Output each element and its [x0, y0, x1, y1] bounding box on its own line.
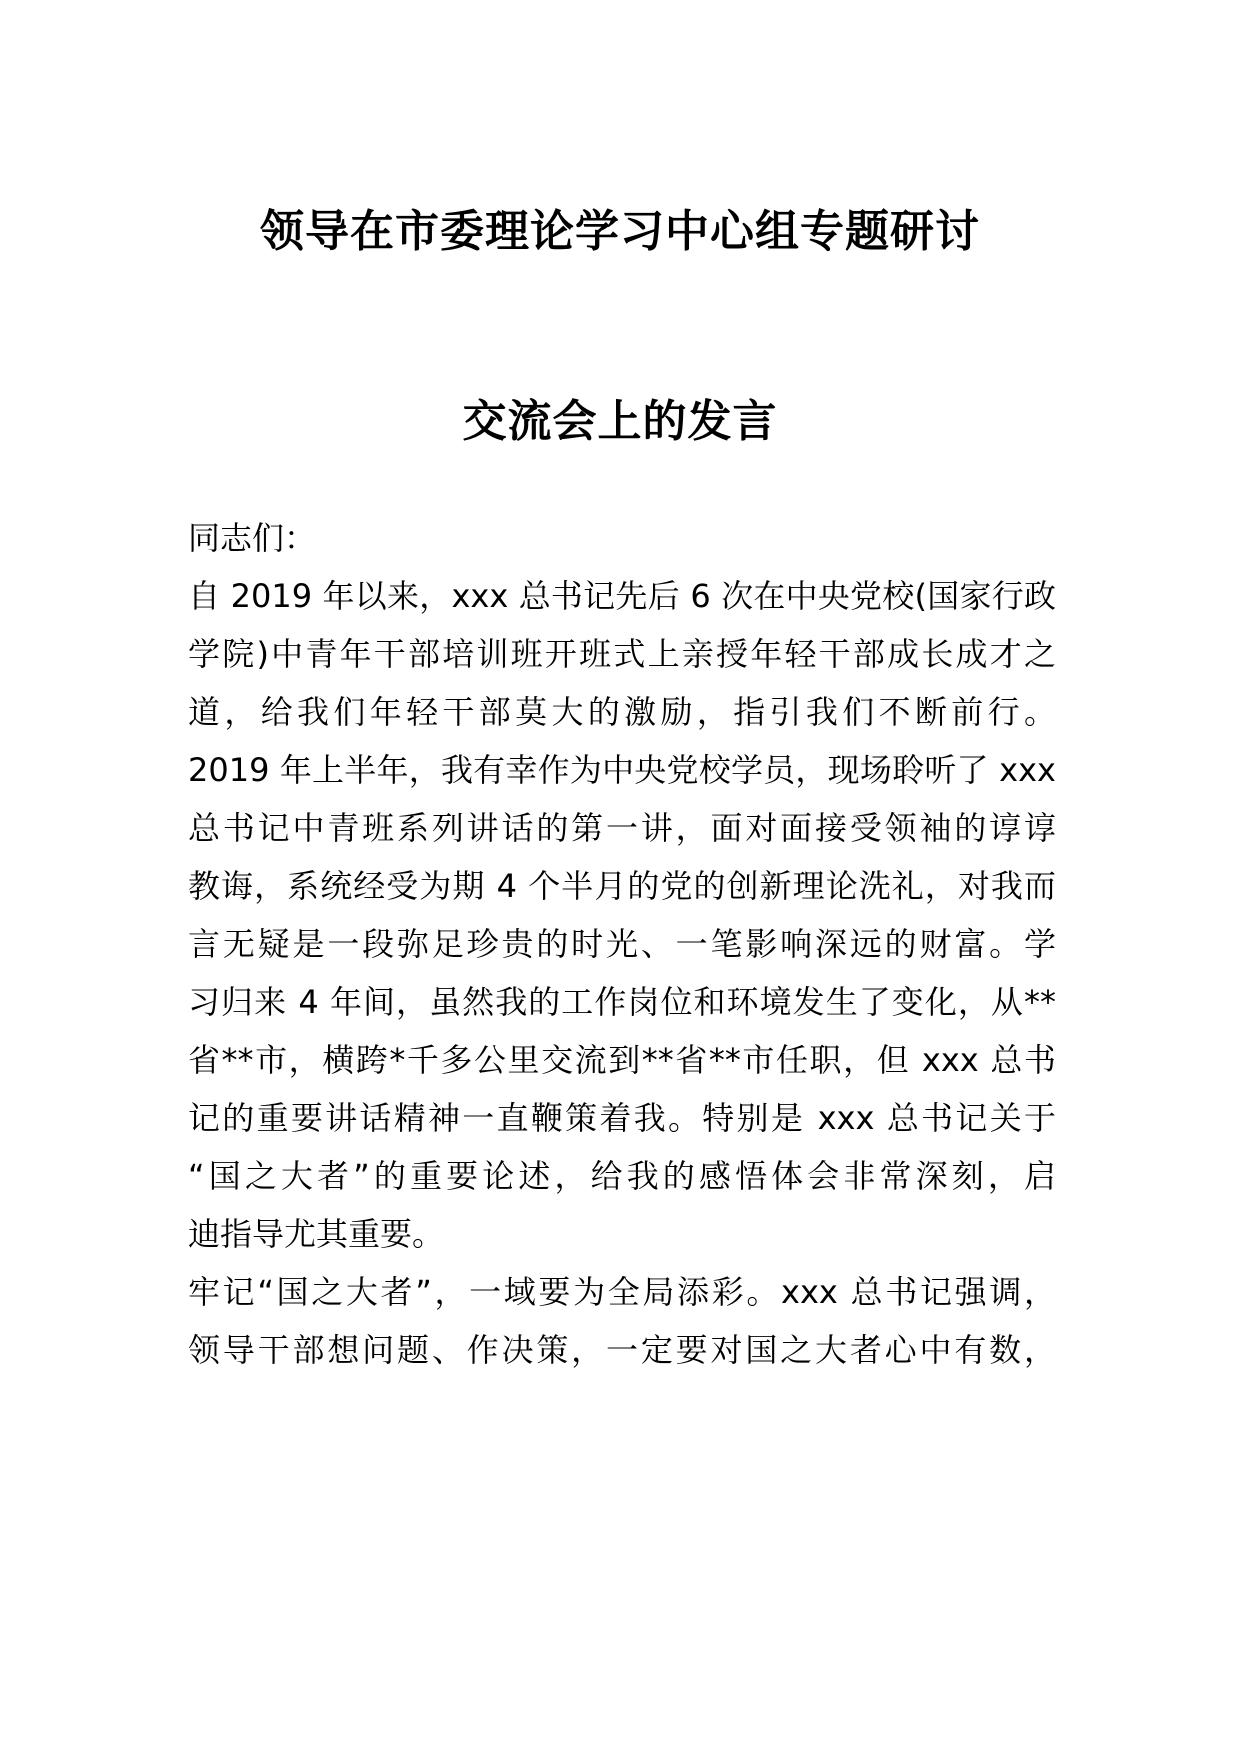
- body-line: 道，给我们年轻干部莫大的激励，指引我们不断前行。: [188, 693, 1056, 731]
- body-line: 言无疑是一段弥足珍贵的时光、一笔影响深远的财富。学: [188, 925, 1056, 963]
- body-line: 2019 年上半年，我有幸作为中央党校学员，现场聆听了 xxx: [188, 751, 1056, 789]
- body-line: 总书记中青班系列讲话的第一讲，面对面接受领袖的谆谆: [188, 809, 1056, 847]
- body-line: 领导干部想问题、作决策，一定要对国之大者心中有数，: [188, 1331, 1056, 1369]
- salutation: 同志们：: [188, 519, 317, 557]
- body-line: 自 2019 年以来，xxx 总书记先后 6 次在中央党校(国家行政: [188, 577, 1056, 615]
- document-title-line-2: 交流会上的发言: [462, 396, 778, 447]
- body-line: 牢记“国之大者”，一域要为全局添彩。xxx 总书记强调，: [188, 1273, 1056, 1311]
- body-line: 记的重要讲话精神一直鞭策着我。特别是 xxx 总书记关于: [188, 1099, 1056, 1137]
- document-title-line-1: 领导在市委理论学习中心组专题研讨: [260, 206, 980, 257]
- body-line: “国之大者”的重要论述，给我的感悟体会非常深刻，启: [188, 1157, 1056, 1195]
- body-line: 学院)中青年干部培训班开班式上亲授年轻干部成长成才之: [188, 635, 1056, 673]
- body-line: 习归来 4 年间，虽然我的工作岗位和环境发生了变化，从**: [188, 983, 1056, 1021]
- body-line: 教诲，系统经受为期 4 个半月的党的创新理论洗礼，对我而: [188, 867, 1056, 905]
- body-line: 省**市，横跨*千多公里交流到**省**市任职，但 xxx 总书: [188, 1041, 1056, 1079]
- body-line: 迪指导尤其重要。: [188, 1215, 445, 1253]
